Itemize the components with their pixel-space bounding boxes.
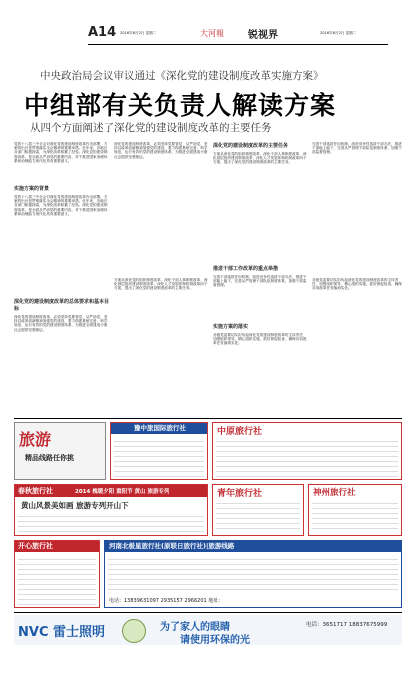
paper-logo: 大河報: [200, 29, 224, 38]
leaf-icon: [122, 619, 146, 643]
subhead: 从四个方面阐述了深化党的建设制度改革的主要任务: [30, 122, 272, 134]
ad-intl-travel: 豫中旅国际旅行社: [110, 422, 208, 480]
ad-qingnian-travel: 青年旅行社: [212, 484, 304, 536]
ad-text-lines: [312, 499, 398, 533]
page-header: [88, 25, 388, 43]
article-column-2: 深化党的建设制度改革，必须坚持党要管党、从严治党，坚持以改革创新精神加强党的建设，着力构建系统完备、科学规范、运行有效的党的建设制度体系，为推进全面建成小康社会提供坚强保证。 方案从深化党的组织制度改革、深化干部人事制度改革、深化基层组织建设制度改革、深化人才发展体制机制改革四个方面，提出了深化党的建设制度改革的主要任务。: [114, 142, 208, 291]
ad-text-lines: [18, 555, 96, 605]
ad-text-lines: [18, 512, 204, 533]
page-number: A14: [88, 25, 117, 40]
article-column-1: 党的十八届三中全会对深化党的建设制度改革作出部署，方案的出台是贯彻落实全会精神的重要举措。近年来，各地区各部门积极探索，为深化改革积累了经验。深化党的建设制度改革，是全面从严治党的重要内容，对于推进国家治理体系和治理能力现代化具有重要意义。 实施方案的背景 党的十八届三中全会对深化党的建设制度改革作出部署，方案的出台是贯彻落实全会精神的重要举措。近年来，各地区各部门积极探索，为深化改革积累了经验。深化党的建设制度改革，是全面从严治党的重要内容，对于推进国家治理体系和治理能力现代化具有重要意义。 深化党的建设制度改革的总体要求和基本目标 深化党的建设制度改革，必须坚持党要管党、从严治党，坚持以改革创新精神加强党的建设，着力构建系统完备、科学规范、运行有效的党的建设制度体系，为推进全面建成小康社会提供坚强保证。: [14, 142, 110, 332]
ad-zhongyuan-travel: 中原旅行社: [212, 422, 402, 480]
ad-travel-left: 旅游 精品线路任你挑: [14, 422, 106, 480]
article-column-4: 完善干部选拔任用机制，改进竞争性选拔干部办法，推进干部能上能下，完善从严管理干部队伍制度体系，加强干部监督管理。 各级党委要切实担负起深化党的建设制度改革的主体责任，加强组织领导，精心组织实施，抓好督促检查，确保各项改革任务落到实处。: [312, 142, 402, 291]
ad-bottom-rule: [14, 612, 402, 613]
ad-henan-travel: 河南北极星旅行社(原联日旅行社)|旅游线路 电话：13839631097 2935157 2966201 地址：: [104, 540, 402, 608]
section-title: 实施方案的落实: [213, 324, 249, 330]
ad-shenzhou-travel: 神州旅行社: [308, 484, 402, 536]
ad-top-rule: [14, 418, 402, 419]
ad-text-lines: [216, 437, 398, 477]
headline: 中组部有关负责人解读方案: [24, 91, 337, 120]
kicker: 中央政治局会议审议通过《深化党的建设制度改革实施方案》: [40, 70, 324, 82]
nvc-logo: NVC 雷士照明: [18, 625, 106, 640]
article-column-3: 深化党的建设制度改革的主要任务 方案从深化党的组织制度改革、深化干部人事制度改革、深化基层组织建设制度改革、深化人才发展体制机制改革四个方面，提出了深化党的建设制度改革的主要任务。 推进干部工作改革的重点举措 完善干部选拔任用机制，改进竞争性选拔干部办法，推进干部能上能下，完善从严管理干部队伍制度体系，加强干部监督管理。 实施方案的落实 各级党委要切实担负起深化党的建设制度改革的主体责任，加强组织领导，精心组织实施，抓好督促检查，确保各项改革任务落到实处。: [213, 143, 307, 346]
ad-text-lines: [216, 499, 300, 533]
ad-text-lines: [108, 555, 398, 593]
section-title: 深化党的建设制度改革的总体要求和基本目标: [14, 299, 110, 312]
ad-kaixin-travel: 开心旅行社: [14, 540, 100, 608]
ad-text-lines: [114, 437, 204, 477]
nvc-banner: NVC 雷士照明 为了家人的眼睛 请使用环保的光 电话：3651717 18837675999: [14, 615, 402, 645]
header-rule: [88, 44, 388, 45]
section-title: 实施方案的背景: [14, 186, 50, 192]
section-title: 深化党的建设制度改革的主要任务: [213, 143, 289, 149]
date-right: 2016年8月2日 星期二: [320, 31, 357, 35]
ad-chunqiu-travel: 春秋旅行社 2014 槐暖夕阳 重阳节 黄山 旅游专列 黄山风景美如画 旅游专列开山下: [14, 484, 208, 536]
section-name: 锐视界: [248, 30, 278, 41]
publication-line: 2016年8月2日 星期二: [120, 31, 157, 35]
section-title: 推进干部工作改革的重点举措: [213, 266, 279, 272]
